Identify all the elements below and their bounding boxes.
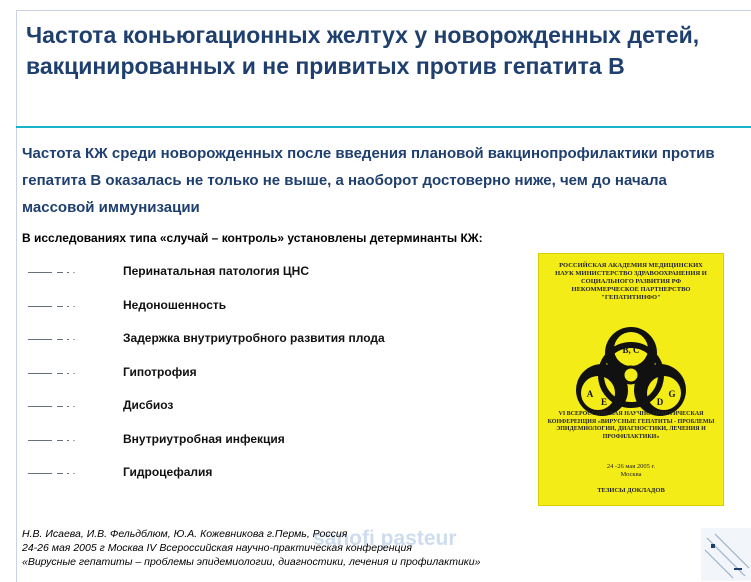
summary-part-1: Частота КЖ среди новорожденных после введения плановой вакцинопрофилактики против гепатита В оказалась не только не — [22, 145, 715, 189]
citation-line: «Вирусные гепатиты – проблемы эпидемиологии, диагностики, лечения и профилактики» — [22, 556, 481, 568]
list-item — [22, 294, 502, 328]
list-item — [22, 461, 502, 495]
corner-decoration-icon — [701, 528, 751, 581]
logo-letter: A — [586, 389, 594, 399]
dash-bullet — [28, 306, 86, 310]
list-item — [22, 327, 502, 361]
book-footer: ТЕЗИСЫ ДОКЛАДОВ — [597, 487, 665, 494]
list-item — [22, 394, 502, 428]
determinant-label: Гипотрофия — [123, 364, 197, 379]
determinants-intro: В исследованиях типа «случай – контроль» установлены детерминанты КЖ: — [22, 231, 483, 245]
sanofi-pasteur-watermark: sanofi pasteur — [313, 527, 457, 550]
abstracts-book-cover — [538, 253, 724, 506]
determinant-label: Гидроцефалия — [123, 465, 213, 479]
citation-line: Н.В. Исаева, И.В. Фельдблюм, Ю.А. Кожевникова г.Пермь, Россия — [22, 528, 348, 540]
slide-title: Частота коньюгационных желтух у новорожденных детей, вакцинированных и не привитых против гепатита В — [26, 22, 700, 79]
list-item — [22, 260, 502, 294]
logo-letter: E — [600, 397, 608, 407]
book-city-line: Москва — [620, 471, 642, 478]
citation — [22, 527, 582, 569]
logo-letter: B, C — [622, 345, 640, 355]
book-conference-title: VI ВСЕРОССИЙСКАЯ НАУЧНО-ПРАКТИЧЕСКАЯ КОНФЕРЕНЦИЯ «ВИРУСНЫЕ ГЕПАТИТЫ - ПРОБЛЕМЫ ЭПИДЕМИОЛОГИИ, ДИАГНОСТИКИ, ЛЕЧЕНИЯ И ПРОФИЛАКТИКИ» — [547, 411, 715, 440]
summary-text — [22, 140, 722, 221]
dash-bullet — [28, 373, 86, 377]
dash-bullet — [28, 473, 86, 477]
determinant-label: Внутриутробная инфекция — [123, 431, 285, 446]
citation-line: 24-26 мая 2005 г Москва IV Всероссийская научно-практическая конференция — [22, 542, 413, 554]
title-divider — [16, 126, 751, 128]
dash-bullet — [28, 406, 86, 410]
summary-part-2: , а наоборот достоверно — [327, 172, 515, 189]
determinants-list — [22, 260, 502, 495]
determinant-label: Задержка внутриутробного развития плода — [123, 331, 385, 345]
logo-letter: D — [656, 397, 664, 407]
summary-emphasis-higher: выше — [284, 172, 328, 189]
book-date-line: 24 -26 мая 2005 г. — [606, 463, 656, 470]
summary-emphasis-lower: ниже — [514, 172, 552, 189]
book-header: РОССИЙСКАЯ АКАДЕМИЯ МЕДИЦИНСКИХ НАУК МИНИСТЕРСТВО ЗДРАВООХРАНЕНИЯ И СОЦИАЛЬНОГО РАЗВИТИЯ РФ НЕКОММЕРЧЕСКОЕ ПАРТНЕРСТВО "ГЕПАТИТИНФО" — [555, 262, 707, 301]
determinant-label: Перинатальная патология ЦНС — [123, 264, 310, 278]
determinant-label: Недоношенность — [123, 297, 227, 312]
list-item — [22, 361, 502, 395]
summary-part-3: , чем до начала массовой иммунизации — [22, 172, 667, 216]
dash-bullet — [28, 440, 86, 444]
dash-bullet — [28, 272, 86, 276]
list-item — [22, 428, 502, 462]
logo-letter: G — [668, 389, 676, 399]
determinant-label: Дисбиоз — [123, 398, 174, 412]
book-dates — [539, 463, 723, 479]
dash-bullet — [28, 339, 86, 343]
